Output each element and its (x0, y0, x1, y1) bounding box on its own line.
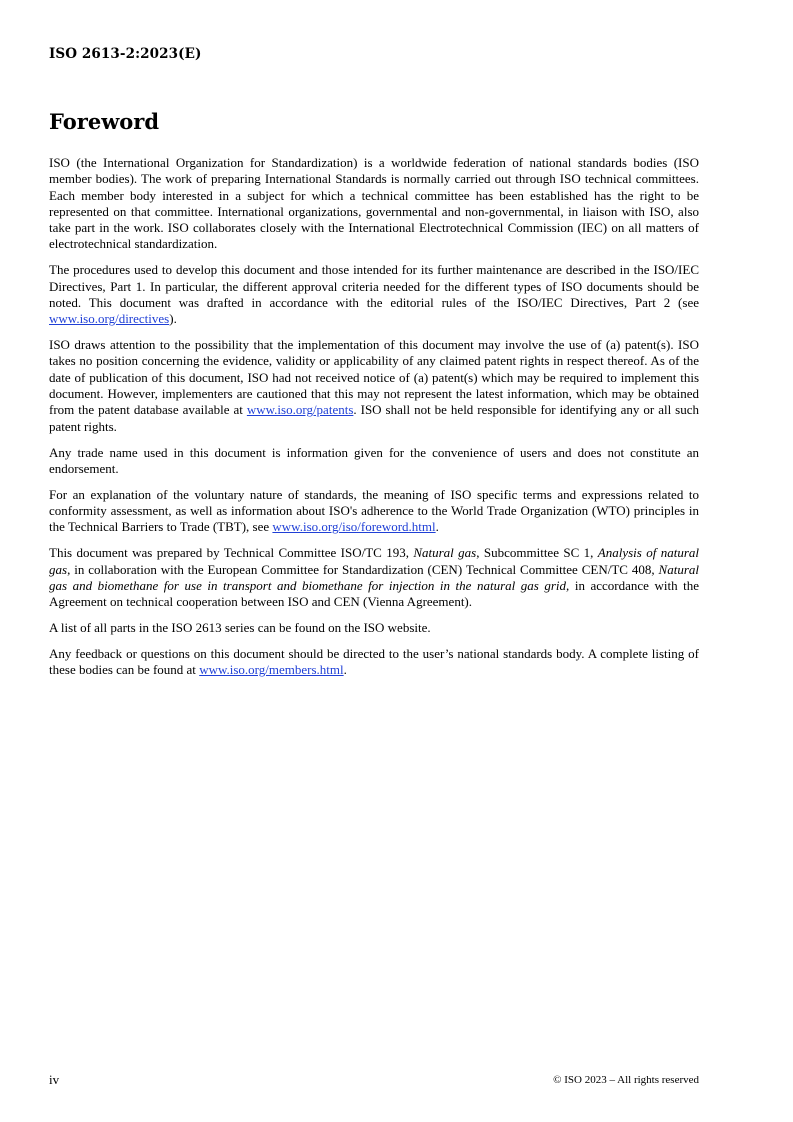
paragraph-text: . ISO shall not be held responsible for identifying any or all such patent rights. (49, 402, 700, 434)
paragraph-text: Any feedback or questions on this document should be directed to the user’s national standards body. A complete listing of these bodies can be found at (49, 645, 699, 678)
page-number: iv (49, 1072, 60, 1087)
foreword-link[interactable]: www.iso.org/iso/foreword.html (272, 519, 436, 535)
committee-name: Natural gas (413, 545, 477, 561)
paragraph-text: . (435, 519, 439, 535)
paragraph-text: The procedures used to develop this document and those intended for its further maintenance are described in the ISO/IEC Directives, Part 1. In particular, the different approval criteria needed for the different types of ISO documents should be noted. This document was drafted in accordance with the editorial rules of the ISO/IEC Directives, Part 2 (see (49, 262, 699, 310)
paragraph-procedures (49, 262, 699, 327)
paragraph-patents (49, 337, 699, 435)
paragraph-iso-intro: ISO (the International Organization for Standardization) is a worldwide federation of national standards bodies (ISO member bodies). The work of preparing International Standards is normally carried out through ISO technical committees. Each member body interested in a subject for which a technical committee has been established has the right to be represented on that committee. International organizations, governmental and non-governmental, in liaison with ISO, also take part in the work. ISO collaborates closely with the International Electrotechnical Commission (IEC) on all matters of electrotechnical standardization. (49, 155, 699, 252)
subcommittee-name: Analysis of natural gas (49, 545, 699, 577)
paragraph-committee (49, 545, 699, 610)
paragraph-text: For an explanation of the voluntary nature of standards, the meaning of ISO specific terms and expressions related to conformity assessment, as well as information about ISO's adherence to the World Trade Organization (WTO) principles in the Technical Barriers to Trade (TBT), see (49, 486, 699, 535)
page-title: Foreword (49, 109, 160, 134)
foreword-body (49, 155, 699, 688)
paragraph-text: in accordance with the Agreement on technical cooperation between ISO and CEN (Vienna Agreement). (49, 577, 699, 610)
paragraph-text: ISO draws attention to the possibility that the implementation of this document may involve the use of (a) patent(s). ISO takes no position concerning the evidence, validity or applicability of any claimed patent rights in respect thereof. As of the date of publication of this document, ISO had not received notice of (a) patent(s) which may be required to implement this document. However, implementers are cautioned that this may not represent the latest information, which may be obtained from the patent database available at (49, 337, 699, 418)
paragraph-parts-list: A list of all parts in the ISO 2613 series can be found on the ISO website. (49, 619, 431, 635)
directives-link[interactable]: www.iso.org/directives (49, 311, 170, 327)
paragraph-text: , Subcommittee SC 1, (476, 545, 598, 561)
paragraph-voluntary-nature (49, 487, 699, 536)
paragraph-trade-name: Any trade name used in this document is information given for the convenience of users and does not constitute an endorsement. (49, 444, 699, 476)
copyright-notice: © ISO 2023 – All rights reserved (553, 1074, 699, 1086)
members-link[interactable]: www.iso.org/members.html (199, 662, 344, 678)
paragraph-feedback (49, 646, 699, 679)
patents-link[interactable]: www.iso.org/patents (246, 402, 354, 418)
paragraph-text: This document was prepared by Technical Committee ISO/TC 193, (49, 545, 414, 561)
paragraph-text: ). (169, 311, 177, 327)
cen-committee-name: Natural gas and biomethane for use in transport and biomethane for injection in the natural gas grid, (49, 561, 699, 593)
document-id-header: ISO 2613-2:2023(E) (49, 46, 202, 62)
paragraph-text: . (343, 662, 347, 678)
paragraph-text: , in collaboration with the European Committee for Standardization (CEN) Technical Committee CEN/TC 408, (67, 561, 659, 577)
